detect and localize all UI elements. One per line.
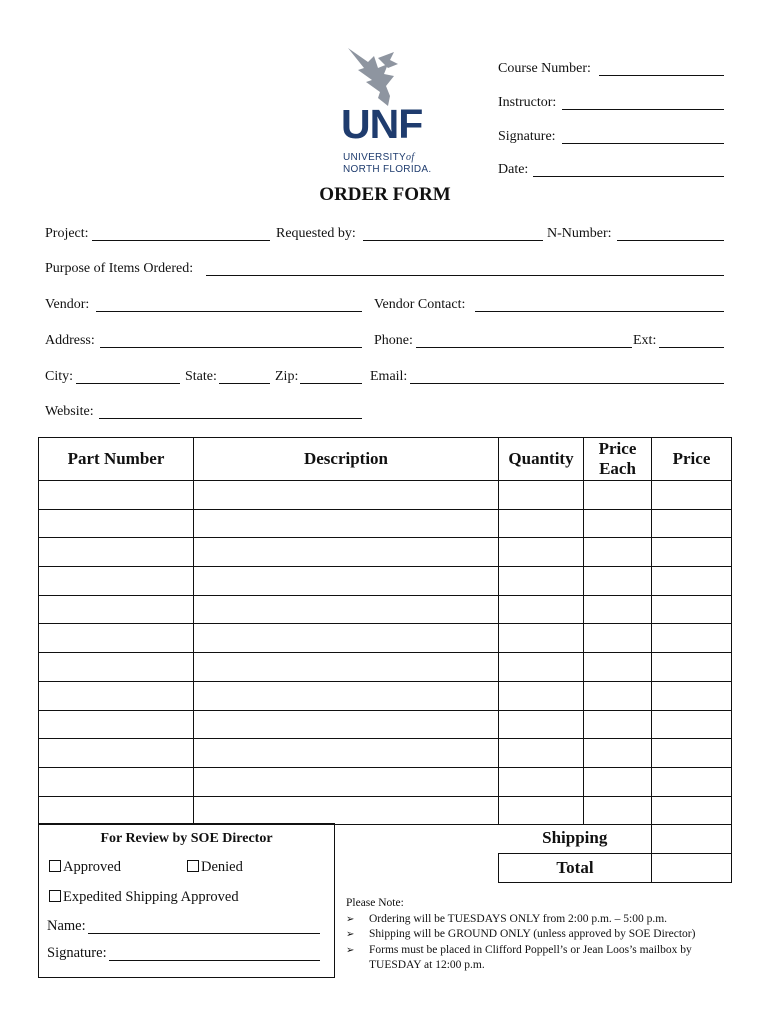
- note-item: ➢ Forms must be placed in Clifford Poppell’s or Jean Loos’s mailbox by TUESDAY at 12:00 p.m.: [346, 943, 692, 971]
- vendor-contact-label: Vendor Contact:: [374, 297, 466, 312]
- price-each-cell[interactable]: [584, 653, 652, 682]
- description-cell[interactable]: [194, 739, 499, 768]
- part-number-cell[interactable]: [39, 796, 194, 825]
- arrow-bullet-icon: ➢: [346, 913, 355, 925]
- course-number-field[interactable]: [599, 75, 724, 76]
- logo-university-name: UNIVERSITYof NORTH FLORIDA.: [343, 152, 432, 175]
- price-cell[interactable]: [652, 767, 732, 796]
- price-cell[interactable]: [652, 595, 732, 624]
- director-signature-label: Signature:: [47, 945, 107, 961]
- price-each-cell[interactable]: [584, 538, 652, 567]
- description-cell[interactable]: [194, 710, 499, 739]
- approved-checkbox[interactable]: Approved: [49, 859, 121, 876]
- part-number-cell[interactable]: [39, 538, 194, 567]
- table-row: [39, 681, 732, 710]
- price-cell[interactable]: [652, 624, 732, 653]
- price-cell[interactable]: [652, 710, 732, 739]
- instructor-field[interactable]: [562, 109, 724, 110]
- vendor-field[interactable]: [96, 311, 362, 312]
- expedited-box-icon: [49, 890, 61, 902]
- email-label: Email:: [370, 369, 408, 384]
- phone-label: Phone:: [374, 333, 413, 348]
- quantity-cell[interactable]: [499, 681, 584, 710]
- note-list: [346, 912, 730, 974]
- price-header: Price: [652, 438, 732, 481]
- approved-box-icon: [49, 860, 61, 872]
- total-label: Total: [499, 853, 652, 882]
- price-cell[interactable]: [652, 796, 732, 825]
- total-row: [499, 853, 732, 882]
- price-cell[interactable]: [652, 481, 732, 510]
- part-number-cell[interactable]: [39, 567, 194, 596]
- city-label: City:: [45, 369, 74, 384]
- website-label: Website:: [45, 404, 94, 419]
- director-signature-field[interactable]: [109, 960, 320, 961]
- purpose-label: Purpose of Items Ordered:: [45, 261, 194, 276]
- table-row: [39, 538, 732, 567]
- quantity-cell[interactable]: [499, 710, 584, 739]
- table-row: [39, 481, 732, 510]
- ext-field[interactable]: [659, 347, 724, 348]
- price-each-cell[interactable]: [584, 509, 652, 538]
- table-header-row: [39, 438, 732, 481]
- part-number-header: Part Number: [39, 438, 194, 481]
- denied-checkbox[interactable]: Denied: [187, 859, 243, 876]
- note-item: ➢ Ordering will be TUESDAYS ONLY from 2:00 p.m. – 5:00 p.m.: [346, 912, 730, 928]
- price-each-cell[interactable]: [584, 595, 652, 624]
- quantity-cell[interactable]: [499, 796, 584, 825]
- vendor-label: Vendor:: [45, 297, 90, 312]
- price-each-cell[interactable]: [584, 796, 652, 825]
- price-each-cell[interactable]: [584, 739, 652, 768]
- description-cell[interactable]: [194, 681, 499, 710]
- state-label: State:: [185, 369, 217, 384]
- shipping-row: [499, 823, 732, 853]
- part-number-cell[interactable]: [39, 509, 194, 538]
- arrow-bullet-icon: ➢: [346, 929, 355, 940]
- description-cell[interactable]: [194, 796, 499, 825]
- part-number-cell[interactable]: [39, 624, 194, 653]
- requested-by-label: Requested by:: [276, 226, 356, 241]
- n-number-field[interactable]: [617, 240, 724, 241]
- totals-table: [498, 823, 732, 883]
- price-each-cell[interactable]: [584, 767, 652, 796]
- table-row: [39, 624, 732, 653]
- price-cell[interactable]: [652, 538, 732, 567]
- description-cell[interactable]: [194, 509, 499, 538]
- project-field[interactable]: [92, 240, 270, 241]
- quantity-header: Quantity: [499, 438, 584, 481]
- expedited-checkbox[interactable]: Expedited Shipping Approved: [49, 889, 239, 906]
- price-cell[interactable]: [652, 681, 732, 710]
- quantity-cell[interactable]: [499, 481, 584, 510]
- part-number-cell[interactable]: [39, 739, 194, 768]
- project-label: Project:: [45, 226, 89, 241]
- email-field[interactable]: [410, 383, 724, 384]
- unf-logo: [330, 44, 440, 184]
- osprey-icon: [344, 46, 400, 108]
- price-each-cell[interactable]: [584, 481, 652, 510]
- director-name-field[interactable]: [88, 933, 320, 934]
- description-cell[interactable]: [194, 538, 499, 567]
- quantity-cell[interactable]: [499, 739, 584, 768]
- description-cell[interactable]: [194, 481, 499, 510]
- table-body: [39, 481, 732, 825]
- instructor-label: Instructor:: [498, 95, 557, 110]
- vendor-contact-field[interactable]: [475, 311, 724, 312]
- address-label: Address:: [45, 333, 95, 348]
- table-row: [39, 595, 732, 624]
- part-number-cell[interactable]: [39, 653, 194, 682]
- signature-label: Signature:: [498, 129, 556, 144]
- table-row: [39, 767, 732, 796]
- quantity-cell[interactable]: [499, 653, 584, 682]
- description-cell[interactable]: [194, 595, 499, 624]
- total-value[interactable]: [652, 853, 732, 882]
- table-row: [39, 653, 732, 682]
- state-field[interactable]: [219, 383, 270, 384]
- price-cell[interactable]: [652, 739, 732, 768]
- description-cell[interactable]: [194, 767, 499, 796]
- table-row: [39, 796, 732, 825]
- shipping-value[interactable]: [652, 823, 732, 853]
- city-field[interactable]: [76, 383, 180, 384]
- requested-by-field[interactable]: [363, 240, 543, 241]
- address-field[interactable]: [100, 347, 362, 348]
- quantity-cell[interactable]: [499, 509, 584, 538]
- date-field[interactable]: [533, 176, 724, 177]
- part-number-cell[interactable]: [39, 481, 194, 510]
- quantity-cell[interactable]: [499, 567, 584, 596]
- purpose-field[interactable]: [206, 275, 724, 276]
- logo-abbrev: UNF: [341, 101, 423, 147]
- price-each-cell[interactable]: [584, 710, 652, 739]
- order-items-table: [38, 437, 732, 825]
- table-row: [39, 739, 732, 768]
- director-name-label: Name:: [47, 918, 86, 934]
- soe-director-review-box: [38, 823, 335, 978]
- shipping-label: Shipping: [499, 823, 652, 853]
- quantity-cell[interactable]: [499, 767, 584, 796]
- table-row: [39, 567, 732, 596]
- zip-label: Zip:: [275, 369, 299, 384]
- part-number-cell[interactable]: [39, 681, 194, 710]
- price-cell[interactable]: [652, 653, 732, 682]
- note-heading: Please Note:: [346, 897, 404, 909]
- price-each-cell[interactable]: [584, 624, 652, 653]
- website-field[interactable]: [99, 418, 362, 419]
- price-each-header: Price Each: [584, 438, 652, 481]
- arrow-bullet-icon: ➢: [346, 944, 355, 956]
- denied-box-icon: [187, 860, 199, 872]
- n-number-label: N-Number:: [547, 226, 612, 241]
- description-cell[interactable]: [194, 624, 499, 653]
- review-heading: For Review by SOE Director: [100, 831, 273, 846]
- price-cell[interactable]: [652, 509, 732, 538]
- price-cell[interactable]: [652, 567, 732, 596]
- note-item: ➢ Shipping will be GROUND ONLY (unless approved by SOE Director): [346, 927, 730, 943]
- page-title: ORDER FORM: [319, 184, 451, 205]
- price-each-cell[interactable]: [584, 681, 652, 710]
- description-cell[interactable]: [194, 567, 499, 596]
- signature-field[interactable]: [562, 143, 724, 144]
- quantity-cell[interactable]: [499, 624, 584, 653]
- part-number-cell[interactable]: [39, 767, 194, 796]
- description-cell[interactable]: [194, 653, 499, 682]
- course-number-label: Course Number:: [498, 61, 591, 76]
- phone-field[interactable]: [416, 347, 632, 348]
- quantity-cell[interactable]: [499, 595, 584, 624]
- please-note: [346, 896, 730, 974]
- table-row: [39, 710, 732, 739]
- part-number-cell[interactable]: [39, 595, 194, 624]
- description-header: Description: [194, 438, 499, 481]
- date-label: Date:: [498, 162, 529, 177]
- table-row: [39, 509, 732, 538]
- ext-label: Ext:: [633, 333, 657, 348]
- part-number-cell[interactable]: [39, 710, 194, 739]
- zip-field[interactable]: [300, 383, 362, 384]
- price-each-cell[interactable]: [584, 567, 652, 596]
- quantity-cell[interactable]: [499, 538, 584, 567]
